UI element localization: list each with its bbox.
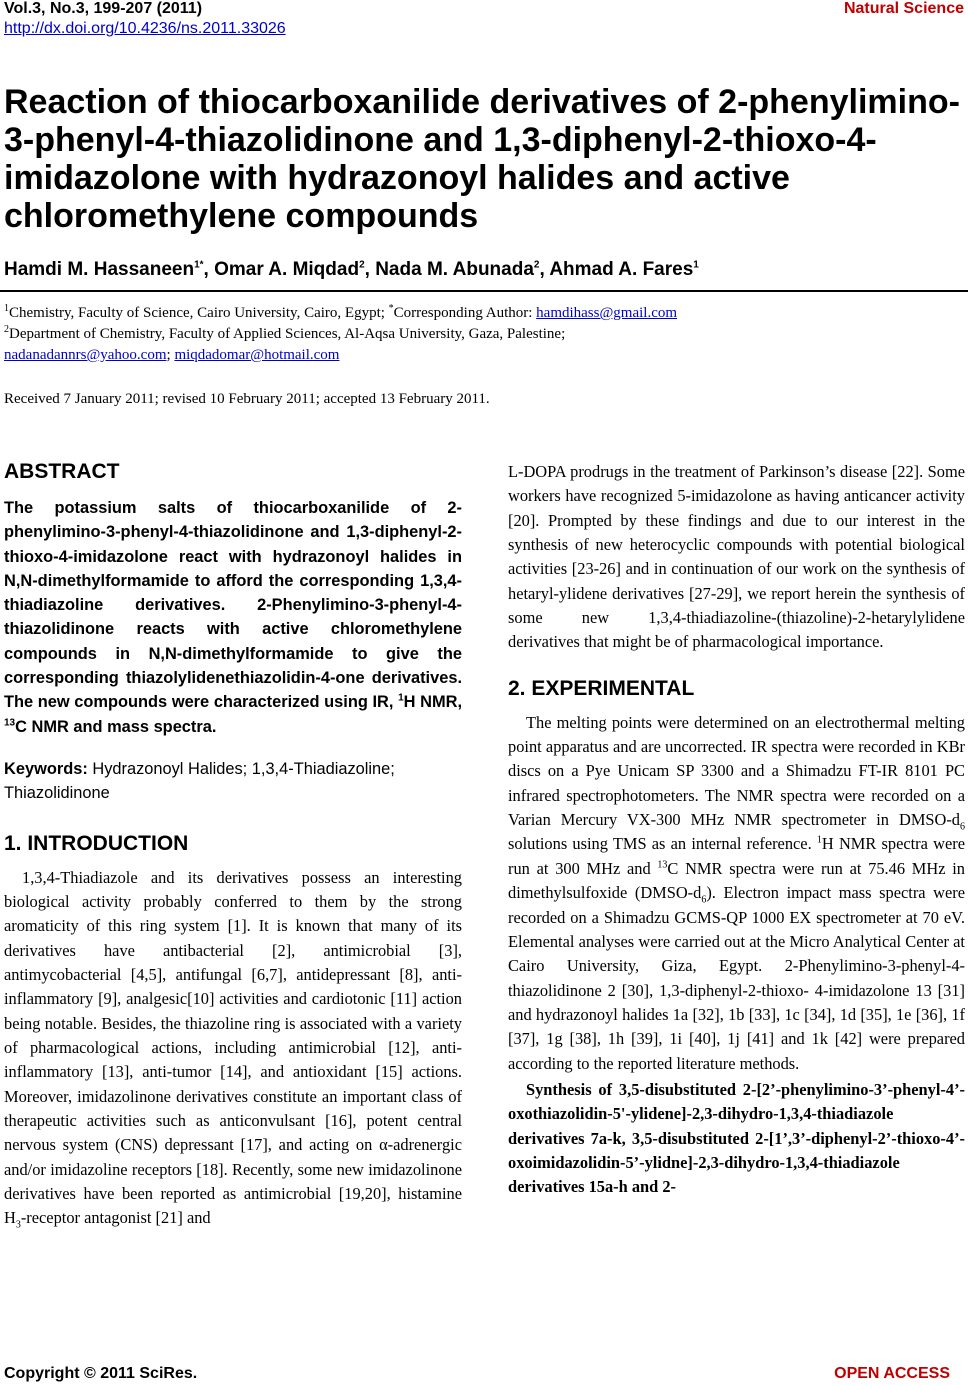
open-access-label: OPEN ACCESS xyxy=(834,1365,950,1382)
synthesis-subheading: Synthesis of 3,5-disubstituted 2-[2’-phenylimino-3’-phenyl-4’-oxothiazolidin-5'-ylidene]-2,3-dihydro-1,3,4-thiadiazole derivatives 7a-k, 3,5-disubstituted 2-[1’,3’-diphenyl-2’-thioxo-4’-oxoimidazolidin-5’-ylidne]-2,3-dihydro-1,3,4-thiadiazole derivatives 15a-h and 2- xyxy=(508,1079,965,1197)
section-heading-introduction: 1. INTRODUCTION xyxy=(4,831,189,855)
corresponding-label: Corresponding Author: xyxy=(393,305,537,321)
section-heading-experimental: 2. EXPERIMENTAL xyxy=(508,676,695,700)
journal-name: Natural Science xyxy=(843,0,964,17)
author-affiliation-marker: 2 xyxy=(359,259,365,271)
corresponding-marker: * xyxy=(388,303,394,314)
author-name: Nada M. Abunada xyxy=(375,259,534,280)
abstract-heading: ABSTRACT xyxy=(4,460,120,483)
author-affiliation-marker: 2 xyxy=(533,259,540,271)
copyright-notice: Copyright © 2011 SciRes. xyxy=(4,1365,198,1382)
affiliation-text: Department of Chemistry, Faculty of Applied Sciences, Al-Aqsa University, Gaza, Palestine; xyxy=(9,326,566,342)
author-affiliation-marker: 1 xyxy=(693,259,699,271)
journal-volume: Vol.3, No.3, 199-207 (2011) xyxy=(4,0,203,17)
corresponding-email-link[interactable]: hamdihass@gmail.com xyxy=(536,305,678,321)
keywords-label: Keywords: xyxy=(4,759,88,778)
affiliation-2 xyxy=(4,324,565,344)
author-name: Hamdi M. Hassaneen xyxy=(4,259,195,280)
left-column xyxy=(4,458,462,1231)
affiliation-text: Chemistry, Faculty of Science, Cairo University, Cairo, Egypt; xyxy=(9,305,389,321)
author-affiliation-marker: 1* xyxy=(194,259,204,271)
affiliation-marker: 2 xyxy=(4,324,9,335)
header-divider xyxy=(0,290,968,292)
received-dates: Received 7 January 2011; revised 10 February 2011; accepted 13 February 2011. xyxy=(4,391,490,407)
experimental-paragraph: The melting points were determined on an electrothermal melting point apparatus and are uncorrected. IR spectra were recorded in KBr discs on a Pye Unicam SP 3300 and a Shimadzu FT-IR 8101 PC infrared spectrophotometers. The NMR spectra were recorded on a Varian Mercury VX-300 MHz NMR spectrometer in DMSO-$d_6$ solutions using TMS as an internal reference. $^1$H NMR spectra were run at 300 MHz and $^{13}$C NMR spectra were run at 75.46 MHz in dimethylsulfoxide $(DMSO-d_6)$. Electron impact mass spectra were recorded on a Shimadzu GCMS-QP 1000 EX spectrometer at 70 eV. Elemental analyses were carried out at the Micro Analytical Center at Cairo University, Giza, Egypt. 2-Phenylimino-3-phenyl-4-thiazolidinone 2 [30], 1,3-diphenyl-2-thioxo- 4-imidazolone 13 [31] and hydrazonoyl halides 1a [32], 1b [33], 1c [34], 1d [35], 1e [36], 1f [37], 1g [38], 1h [39], 1i [40], 1j [41] and 1k [42] were prepared according to the reported literature methods. xyxy=(508,712,965,1073)
keywords xyxy=(4,757,462,806)
email-separator: ; xyxy=(166,347,175,363)
email-link[interactable]: nadanadannrs@yahoo.com xyxy=(4,347,167,363)
paper-title: Reaction of thiocarboxanilide derivatives of 2-phenylimino-3-phenyl-4-thiazolidinone and 1,3-diphenyl-2-thioxo-4-imidazolone with hydrazonoyl halides and active chloromethylene compounds xyxy=(4,83,960,235)
author-list: Hamdi M. Hassaneen$^{1*}$, Omar A. Miqdad$^2$, Nada M. Abunada$^2$, Ahmad A. Fares$^1$ xyxy=(4,259,699,280)
author-emails xyxy=(4,345,339,365)
introduction-paragraph-continued: L-DOPA prodrugs in the treatment of Parkinson’s disease [22]. Some workers have recognized 5-imidazolone as having anticancer activity [20]. Prompted by these findings and due to our interest in the synthesis of new heterocyclic compounds with potential biological activities [23-26] and in continuation of our work on the synthesis of hetaryl-ylidene derivatives [27-29], we report herein the synthesis of some new 1,3,4-thiadiazoline-(thiazoline)-2-hetarylylidene derivatives that might be of pharmacological importance. xyxy=(508,462,965,652)
right-column xyxy=(508,458,965,1200)
abstract-text: The potassium salts of thiocarboxanilide of 2-phenylimino-3-phenyl-4-thiazolidinone and 1,3-diphenyl-2-thioxo-4-imidazolone react with hydrazonoyl halides in N,N-dimethylformamide to afford the corresponding 1,3,4-thiadiazoline derivatives. 2-Phenylimino-3-phenyl-4-thiazolidinone reacts with active chloromethylene compounds in N,N-dimethylformamide to give the corresponding thiazolylidenethiazolidin-4-one derivatives. The new compounds were characterized using IR, $^1$H NMR, $^{13}$C NMR and mass spectra. xyxy=(4,499,462,736)
email-link[interactable]: miqdadomar@hotmail.com xyxy=(174,347,340,363)
doi-link[interactable]: http://dx.doi.org/10.4236/ns.2011.33026 xyxy=(4,20,286,37)
author-name: Omar A. Miqdad xyxy=(214,259,360,280)
keywords-text: Hydrazonoyl Halides; 1,3,4-Thiadiazoline; Thiazolidinone xyxy=(4,759,395,803)
affiliation-marker: 1 xyxy=(4,303,9,314)
introduction-paragraph: 1,3,4-Thiadiazole and its derivatives possess an interesting biological activity probably conferred to them by the strong aromaticity of this ring system [1]. It is known that many of its derivatives have antibacterial [2], antimicrobial [3], antimycobacterial [4,5], antifungal [6,7], antidepressant [8], anti-inflammatory [9], analgesic[10] activities and cardiotonic [11] action being notable. Besides, the thiazoline ring is associated with a variety of pharmacological actions, including antimicrobial [12], anti-inflammatory [13], anti-tumor [14], and antioxidant [15] actions. Moreover, imidazolinone derivatives constitute an important class of therapeutic activities such as anticonvulsant [16], potent central nervous system (CNS) depressant [17], and acting on α-adrenergic and/or imidazoline receptors [18]. Recently, some new imidazolinone derivatives have been reported as antimicrobial [19,20], histamine $H_3$-receptor antagonist [21] and xyxy=(4,867,462,1231)
affiliation-1 xyxy=(4,303,677,323)
author-name: Ahmad A. Fares xyxy=(549,259,694,280)
